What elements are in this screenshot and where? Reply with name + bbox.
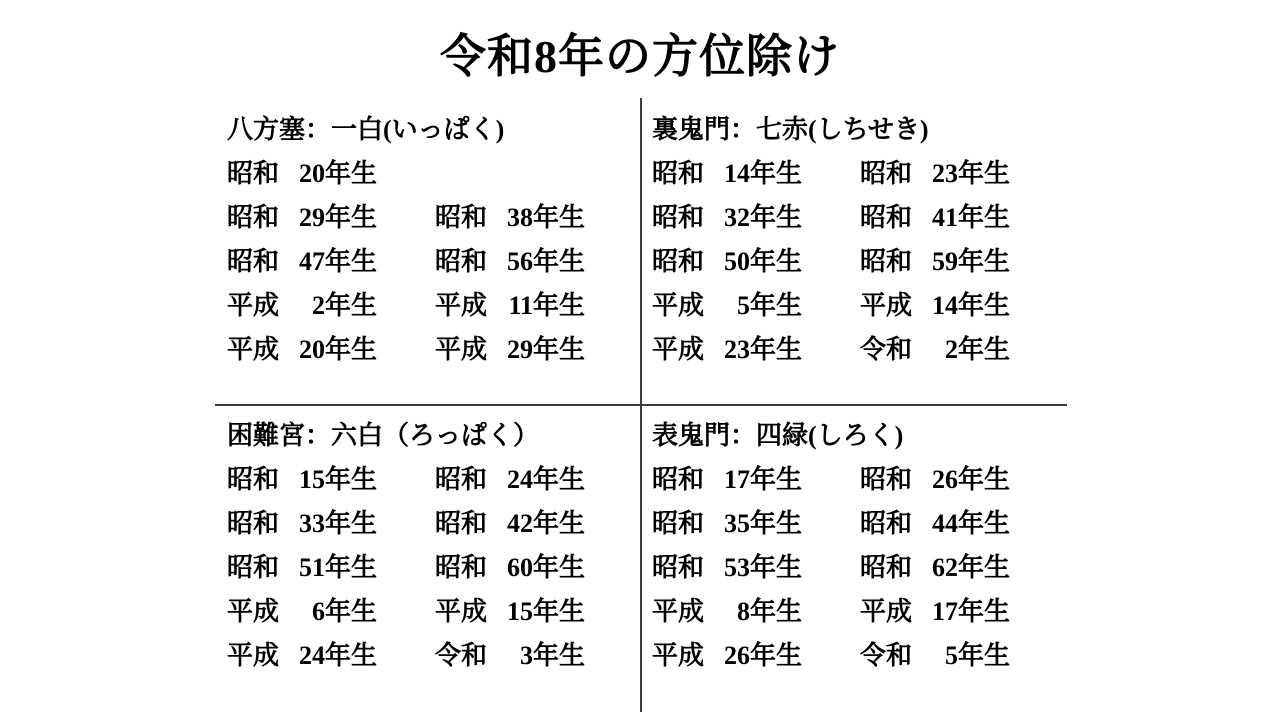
era-label: 平成 (435, 335, 488, 364)
year-row (227, 196, 640, 240)
era-label: 平成 (652, 335, 705, 364)
year-value: 53 (724, 553, 751, 582)
year-suffix: 年生 (958, 335, 1011, 364)
era-label: 昭和 (227, 159, 280, 188)
year-row (652, 502, 1067, 546)
year-row (652, 458, 1067, 502)
year-cell (860, 152, 1067, 196)
section-happousai (215, 98, 640, 404)
year-cell (227, 152, 435, 196)
era-label: 昭和 (652, 203, 705, 232)
year-rows (652, 458, 1067, 678)
year-suffix: 年生 (958, 291, 1011, 320)
year-value: 44 (932, 509, 959, 538)
year-value: 42 (507, 509, 534, 538)
year-cell (652, 458, 860, 502)
year-suffix: 年生 (533, 641, 586, 670)
year-row (652, 284, 1067, 328)
year-suffix: 年生 (533, 597, 586, 626)
era-label: 平成 (435, 291, 488, 320)
year-suffix: 年生 (533, 335, 586, 364)
era-label: 平成 (435, 597, 488, 626)
year-value: 59 (932, 247, 959, 276)
era-label: 昭和 (227, 509, 280, 538)
section-header: 八方塞：一白(いっぱく) (227, 115, 505, 144)
year-value: 15 (299, 465, 326, 494)
year-cell (860, 634, 1067, 678)
year-value: 6 (312, 597, 326, 626)
year-rows (652, 152, 1067, 372)
year-value: 24 (299, 641, 326, 670)
year-cell (860, 546, 1067, 590)
year-cell (435, 546, 640, 590)
year-cell (227, 196, 435, 240)
year-row (652, 328, 1067, 372)
era-label: 平成 (227, 641, 280, 670)
year-value: 35 (724, 509, 751, 538)
year-cell (227, 546, 435, 590)
year-suffix: 年生 (325, 247, 378, 276)
year-suffix: 年生 (325, 641, 378, 670)
year-row (227, 240, 640, 284)
era-label: 昭和 (435, 203, 488, 232)
quadrant-grid (215, 98, 1067, 714)
era-label: 昭和 (435, 553, 488, 582)
section-konnankyu (215, 404, 640, 714)
year-cell (860, 240, 1067, 284)
year-suffix: 年生 (958, 597, 1011, 626)
year-value: 3 (520, 641, 534, 670)
section-header: 表鬼門：四緑(しろく) (652, 421, 904, 450)
year-value: 51 (299, 553, 326, 582)
year-cell (435, 240, 640, 284)
section-urakimon (640, 98, 1067, 404)
year-row (652, 196, 1067, 240)
year-suffix: 年生 (958, 159, 1011, 188)
year-cell (435, 590, 640, 634)
year-suffix: 年生 (325, 509, 378, 538)
year-suffix: 年生 (958, 203, 1011, 232)
year-row (227, 590, 640, 634)
year-cell (435, 502, 640, 546)
year-suffix: 年生 (533, 247, 586, 276)
year-value: 29 (299, 203, 326, 232)
era-label: 昭和 (860, 465, 913, 494)
year-cell (860, 196, 1067, 240)
year-cell (435, 196, 640, 240)
year-value: 56 (507, 247, 534, 276)
year-cell (227, 502, 435, 546)
era-label: 昭和 (652, 465, 705, 494)
year-value: 26 (932, 465, 959, 494)
era-label: 昭和 (860, 247, 913, 276)
year-value: 11 (508, 291, 534, 320)
year-row (652, 240, 1067, 284)
year-cell (652, 284, 860, 328)
year-cell (435, 458, 640, 502)
era-label: 平成 (227, 597, 280, 626)
era-label: 平成 (860, 597, 913, 626)
year-suffix: 年生 (750, 597, 803, 626)
year-row (652, 546, 1067, 590)
year-value: 60 (507, 553, 534, 582)
year-cell (435, 634, 640, 678)
page-title: 令和8年の方位除け (440, 31, 840, 82)
era-label: 昭和 (860, 553, 913, 582)
horizontal-divider (215, 404, 1067, 406)
year-suffix: 年生 (750, 159, 803, 188)
era-label: 令和 (435, 641, 488, 670)
year-value: 14 (724, 159, 751, 188)
era-label: 昭和 (860, 159, 913, 188)
year-suffix: 年生 (958, 641, 1011, 670)
year-suffix: 年生 (750, 641, 803, 670)
year-row (227, 546, 640, 590)
era-label: 昭和 (435, 247, 488, 276)
year-value: 8 (737, 597, 751, 626)
year-row (652, 634, 1067, 678)
era-label: 平成 (652, 641, 705, 670)
year-cell (652, 196, 860, 240)
year-cell (652, 546, 860, 590)
year-cell (435, 328, 640, 372)
year-suffix: 年生 (325, 203, 378, 232)
year-value: 47 (299, 247, 326, 276)
year-suffix: 年生 (325, 159, 378, 188)
year-cell (227, 284, 435, 328)
era-label: 令和 (860, 641, 913, 670)
year-cell (227, 458, 435, 502)
year-row (227, 152, 640, 196)
year-cell (860, 458, 1067, 502)
year-cell (227, 240, 435, 284)
era-label: 昭和 (227, 247, 280, 276)
year-suffix: 年生 (750, 247, 803, 276)
year-suffix: 年生 (325, 597, 378, 626)
year-row (652, 590, 1067, 634)
year-suffix: 年生 (533, 553, 586, 582)
era-label: 昭和 (860, 203, 913, 232)
year-value: 23 (724, 335, 751, 364)
section-header: 困難宮：六白（ろっぱく） (227, 421, 540, 450)
year-suffix: 年生 (533, 509, 586, 538)
year-value: 33 (299, 509, 326, 538)
year-cell (435, 284, 640, 328)
year-value: 24 (507, 465, 534, 494)
year-cell (652, 634, 860, 678)
year-value: 20 (299, 335, 326, 364)
year-cell (860, 590, 1067, 634)
year-row (227, 502, 640, 546)
year-suffix: 年生 (750, 465, 803, 494)
year-cell (860, 328, 1067, 372)
year-suffix: 年生 (958, 553, 1011, 582)
section-omotekimon (640, 404, 1067, 714)
year-suffix: 年生 (533, 291, 586, 320)
year-value: 15 (507, 597, 534, 626)
year-cell (652, 502, 860, 546)
year-cell (227, 634, 435, 678)
era-label: 平成 (652, 597, 705, 626)
era-label: 昭和 (435, 465, 488, 494)
year-value: 2 (312, 291, 326, 320)
era-label: 平成 (227, 335, 280, 364)
year-suffix: 年生 (325, 465, 378, 494)
year-value: 20 (299, 159, 326, 188)
year-value: 5 (737, 291, 751, 320)
year-suffix: 年生 (958, 509, 1011, 538)
year-row (227, 458, 640, 502)
year-suffix: 年生 (533, 465, 586, 494)
year-row (652, 152, 1067, 196)
year-cell (227, 590, 435, 634)
year-value: 2 (945, 335, 959, 364)
year-rows (227, 152, 640, 372)
year-row (227, 634, 640, 678)
year-suffix: 年生 (325, 291, 378, 320)
year-suffix: 年生 (750, 291, 803, 320)
era-label: 昭和 (227, 553, 280, 582)
year-cell (652, 590, 860, 634)
year-suffix: 年生 (750, 553, 803, 582)
year-cell (652, 240, 860, 284)
year-value: 62 (932, 553, 959, 582)
year-suffix: 年生 (750, 203, 803, 232)
year-suffix: 年生 (325, 553, 378, 582)
year-suffix: 年生 (958, 465, 1011, 494)
year-suffix: 年生 (325, 335, 378, 364)
era-label: 平成 (652, 291, 705, 320)
era-label: 昭和 (860, 509, 913, 538)
year-value: 38 (507, 203, 534, 232)
era-label: 昭和 (227, 203, 280, 232)
era-label: 昭和 (435, 509, 488, 538)
year-suffix: 年生 (533, 203, 586, 232)
year-row (227, 328, 640, 372)
year-suffix: 年生 (750, 335, 803, 364)
year-value: 41 (932, 203, 959, 232)
year-suffix: 年生 (958, 247, 1011, 276)
section-header: 裏鬼門：七赤(しちせき) (652, 115, 929, 144)
year-cell (652, 328, 860, 372)
era-label: 平成 (860, 291, 913, 320)
year-cell (652, 152, 860, 196)
year-value: 32 (724, 203, 751, 232)
year-value: 5 (945, 641, 959, 670)
year-cell (227, 328, 435, 372)
era-label: 昭和 (652, 247, 705, 276)
year-row (227, 284, 640, 328)
era-label: 昭和 (227, 465, 280, 494)
year-cell (860, 284, 1067, 328)
year-rows (227, 458, 640, 678)
year-value: 50 (724, 247, 751, 276)
era-label: 令和 (860, 335, 913, 364)
year-value: 17 (724, 465, 751, 494)
year-value: 29 (507, 335, 534, 364)
era-label: 平成 (227, 291, 280, 320)
era-label: 昭和 (652, 159, 705, 188)
year-suffix: 年生 (750, 509, 803, 538)
year-value: 14 (932, 291, 959, 320)
era-label: 昭和 (652, 509, 705, 538)
year-value: 23 (932, 159, 959, 188)
year-value: 17 (932, 597, 959, 626)
era-label: 昭和 (652, 553, 705, 582)
year-value: 26 (724, 641, 751, 670)
year-cell (860, 502, 1067, 546)
